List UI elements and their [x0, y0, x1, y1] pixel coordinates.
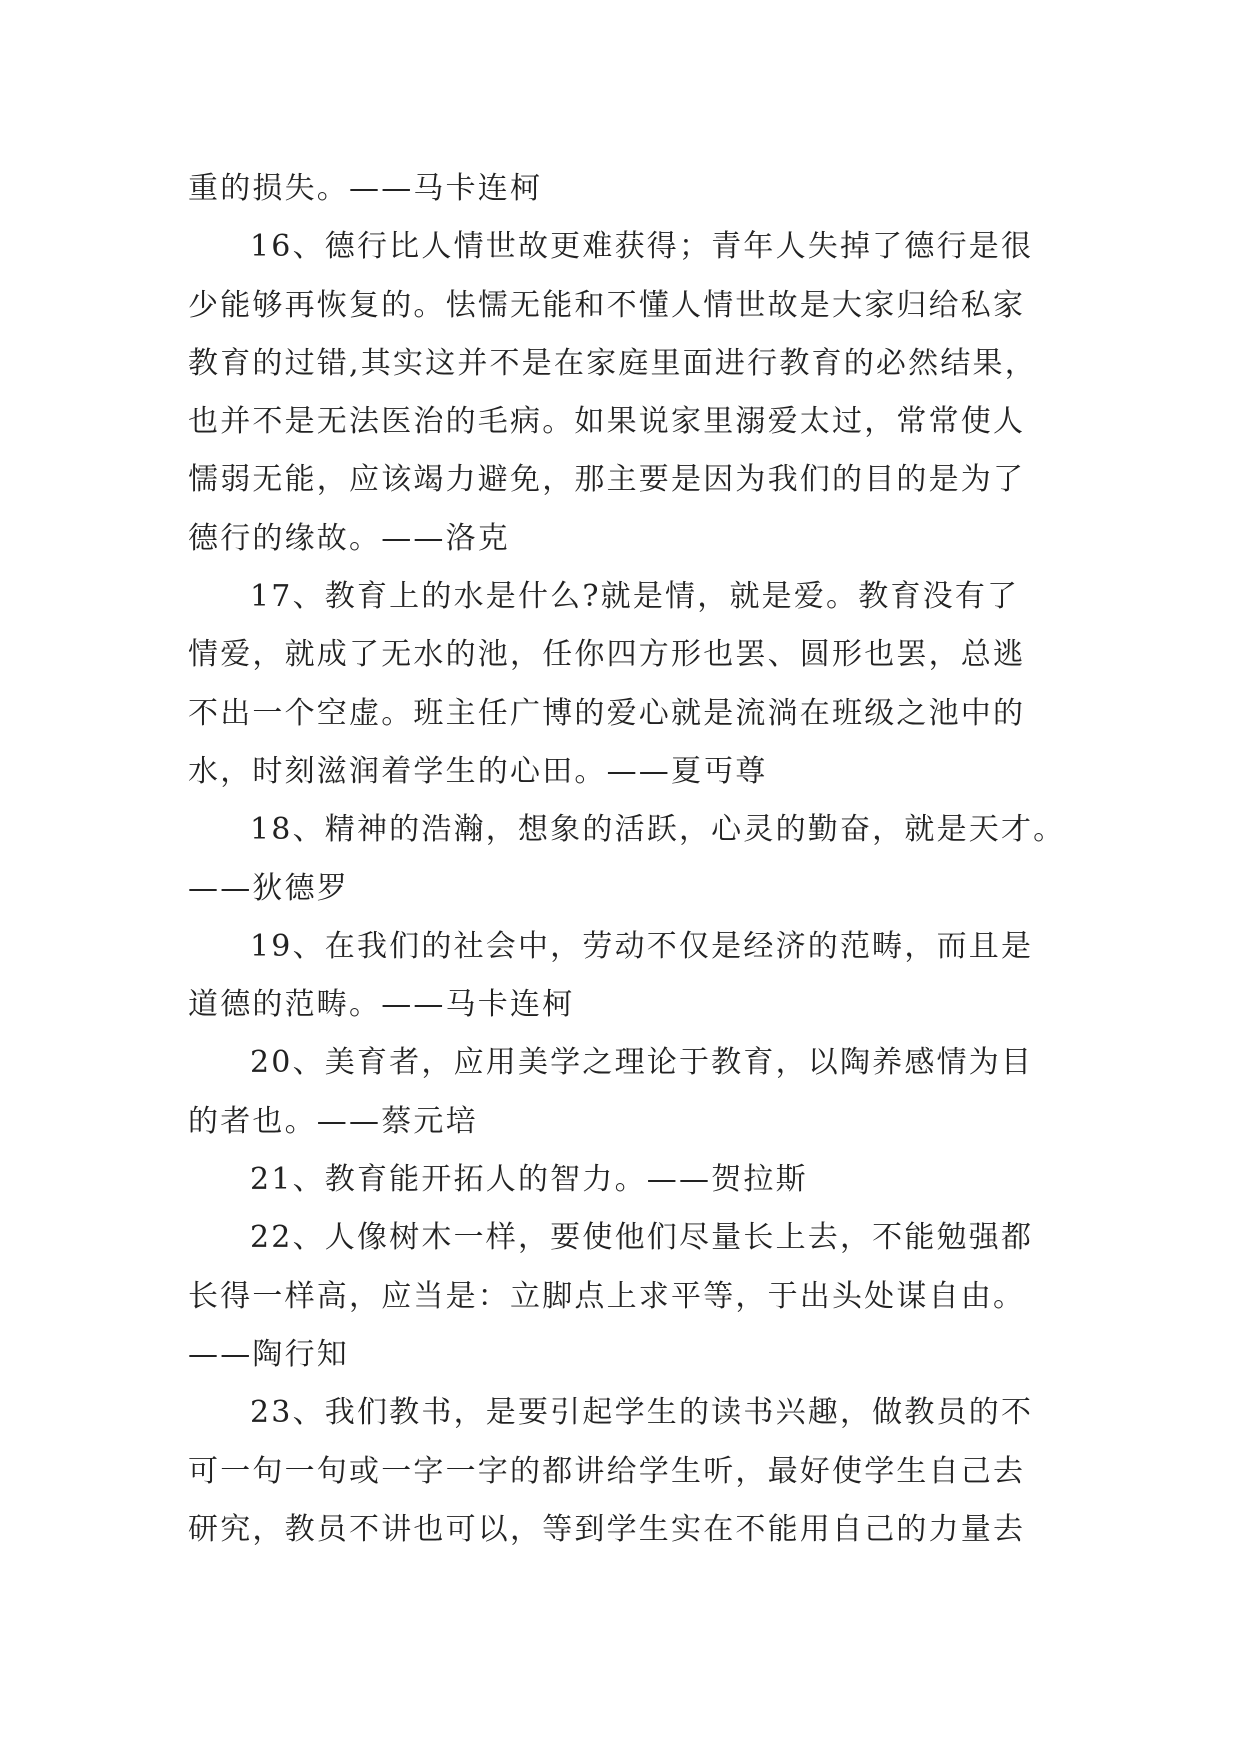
text-line: 18、精神的浩瀚，想象的活跃，心灵的勤奋，就是天才。	[250, 812, 1066, 848]
document-body	[188, 160, 1068, 1559]
text-line: 重的损失。——马卡连柯	[188, 171, 543, 206]
text-line: 水，时刻滋润着学生的心田。——夏丏尊	[188, 753, 768, 789]
text-line: 的者也。——蔡元培	[188, 1103, 478, 1139]
text-line: 19、在我们的社会中，劳动不仅是经济的范畴，而且是	[250, 928, 1034, 964]
text-line: 不出一个空虚。班主任广博的爱心就是流淌在班级之池中的	[188, 695, 1026, 731]
text-line: 可一句一句或一字一字的都讲给学生听，最好使学生自己去	[188, 1453, 1026, 1489]
text-line: 长得一样高，应当是：立脚点上求平等，于出头处谋自由。	[188, 1278, 1026, 1314]
text-line: 情爱，就成了无水的池，任你四方形也罢、圆形也罢，总逃	[188, 637, 1026, 673]
text-line: 20、美育者，应用美学之理论于教育，以陶养感情为目	[250, 1045, 1034, 1081]
text-line: 22、人像树木一样，要使他们尽量长上去，不能勉强都	[250, 1220, 1034, 1256]
text-line: 研究，教员不讲也可以，等到学生实在不能用自己的力量去	[188, 1511, 1026, 1547]
text-line: 少能够再恢复的。怯懦无能和不懂人情世故是大家归给私家	[188, 287, 1026, 323]
text-line: 17、教育上的水是什么?就是情，就是爱。教育没有了	[250, 579, 1020, 615]
text-line: 懦弱无能，应该竭力避免，那主要是因为我们的目的是为了	[188, 462, 1026, 498]
text-line: 也并不是无法医治的毛病。如果说家里溺爱太过，常常使人	[188, 404, 1026, 440]
text-line: 教育的过错,其实这并不是在家庭里面进行教育的必然结果，	[188, 345, 1037, 381]
text-line: 21、教育能开拓人的智力。——贺拉斯	[250, 1162, 808, 1198]
text-line: ——陶行知	[188, 1336, 349, 1372]
text-line: 德行的缘故。——洛克	[188, 520, 510, 556]
text-line: 道德的范畴。——马卡连柯	[188, 987, 575, 1023]
text-line: 23、我们教书，是要引起学生的读书兴趣，做教员的不	[250, 1395, 1034, 1431]
text-line: 16、德行比人情世故更难获得；青年人失掉了德行是很	[250, 229, 1034, 265]
text-line: ——狄德罗	[188, 870, 349, 906]
